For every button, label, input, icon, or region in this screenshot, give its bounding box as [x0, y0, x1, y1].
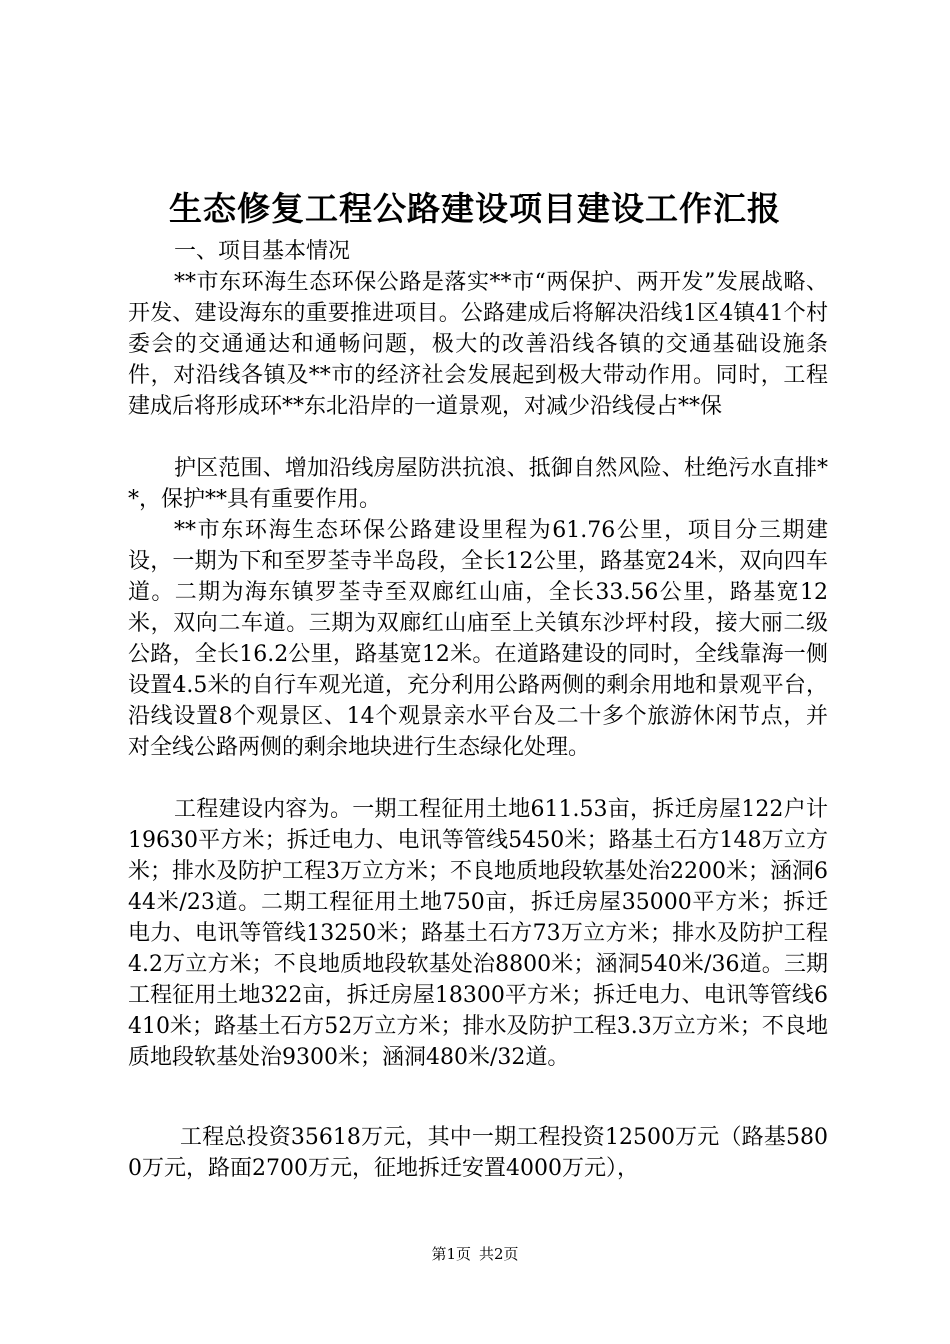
paragraph-protection-role: 护区范围、增加沿线房屋防洪抗浪、抵御自然风险、杜绝污水直排**，保护**具有重要作用。: [128, 456, 828, 512]
section-heading: 一、项目基本情况: [174, 239, 351, 264]
paragraph-construction-content: 工程建设内容为。一期工程征用土地611.53亩，拆迁房屋122户计19630平方米；拆迁电力、电讯等管线5450米；路基土石方148万立方米；排水及防护工程3万立方米；不良地质地段软基处治2200米；涵洞644米/23道。二期工程征用土地750亩，拆迁房屋35000平方米；拆迁电力、电讯等管线13250米；路基土石方73万立方米；排水及防护工程4.2万立方米；不良地质地段软基处治8800米；涵洞540米/36道。三期工程征用土地322亩，拆迁房屋18300平方米；拆迁电力、电讯等管线6410米；路基土石方52万立方米；排水及防护工程3.3万立方米；不良地质地段软基处治9300米；涵洞480米/32道。: [128, 797, 828, 1070]
page-number: 第1页: [431, 1245, 471, 1263]
paragraph-total-investment: 工程总投资35618万元，其中一期工程投资12500万元（路基5800万元，路面2700万元，征地拆迁安置4000万元），: [128, 1125, 828, 1181]
paragraph-construction-phases: **市东环海生态环保公路建设里程为61.76公里，项目分三期建设，一期为下和至罗荃寺半岛段，全长12公里，路基宽24米，双向四车道。二期为海东镇罗荃寺至双廊红山庙，全长33.56公里，路基宽12米，双向二车道。三期为双廊红山庙至上关镇东沙坪村段，接大丽二级公路，全长16.2公里，路基宽12米。在道路建设的同时，全线靠海一侧设置4.5米的自行车观光道，充分利用公路两侧的剩余用地和景观平台，沿线设置8个观景区、14个观景亲水平台及二十多个旅游休闲节点，并对全线公路两侧的剩余地块进行生态绿化处理。: [128, 518, 828, 760]
page-footer: [0, 1244, 950, 1264]
page-total: 共2页: [479, 1245, 519, 1263]
paragraph-project-overview: **市东环海生态环保公路是落实**市“两保护、两开发”发展战略、开发、建设海东的重要推进项目。公路建成后将解决沿线1区4镇41个村委会的交通通达和通畅问题，极大的改善沿线各镇的交通基础设施条件，对沿线各镇及**市的经济社会发展起到极大带动作用。同时，工程建成后将形成环**东北沿岸的一道景观，对减少沿线侵占**保: [128, 270, 828, 419]
page-title: 生态修复工程公路建设项目建设工作汇报: [169, 189, 781, 228]
